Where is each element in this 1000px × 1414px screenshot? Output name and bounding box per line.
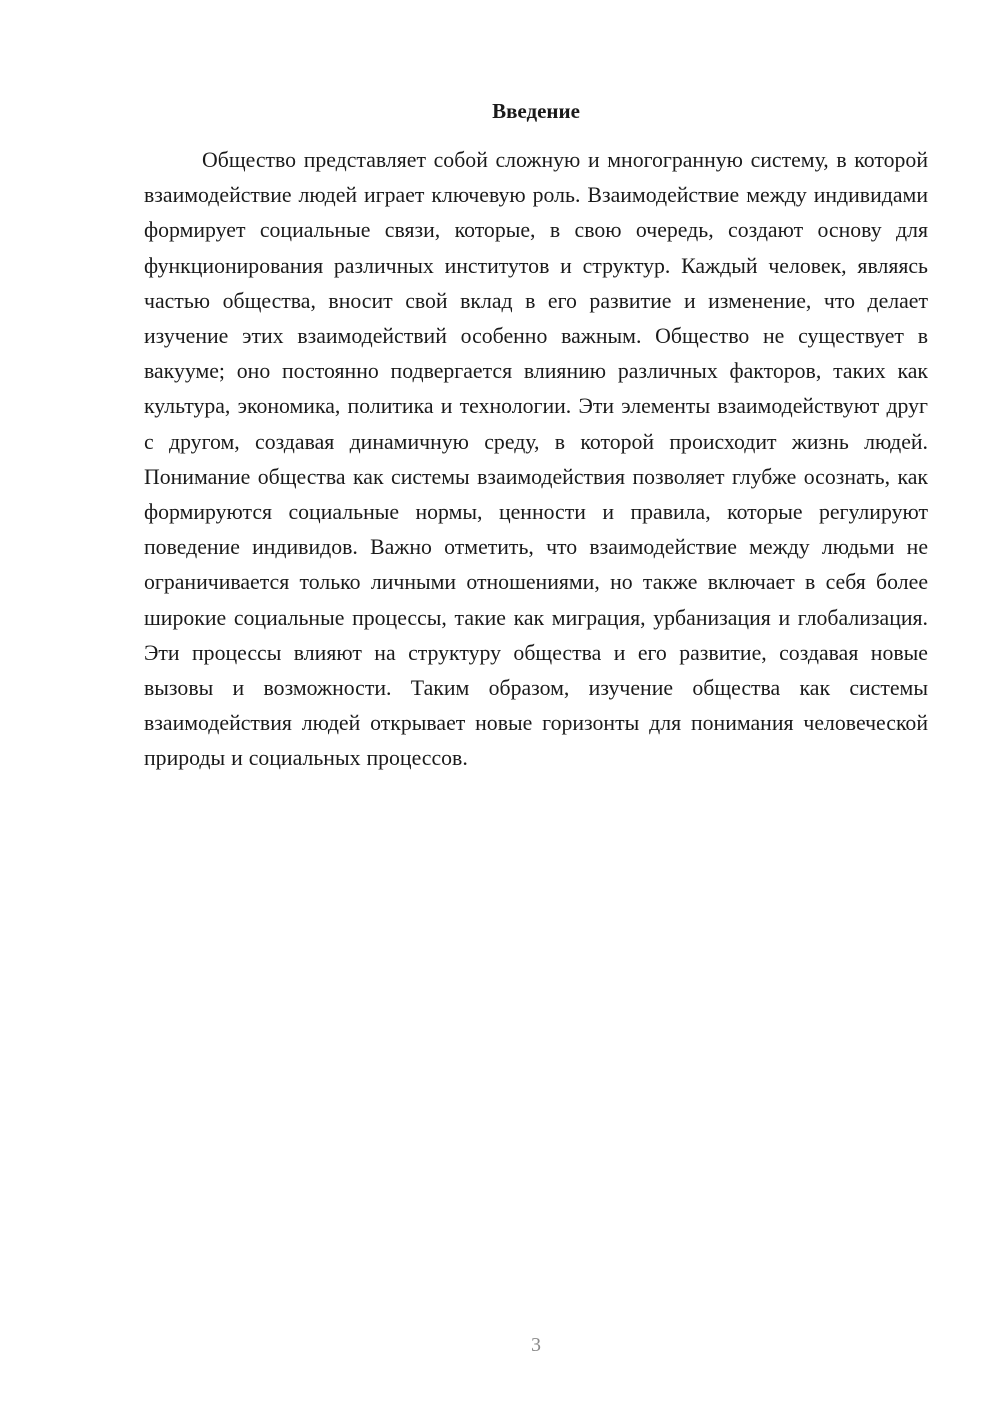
page-number: 3 — [531, 1334, 541, 1356]
body-paragraph: Общество представляет собой сложную и многогранную систему, в которой взаимодействие людей играет ключевую роль. Взаимодействие между индивидами формирует социальные связи, которые, в свою очередь, создают основу для функционирования различных институтов и структур. Каждый человек, являясь частью общества, вносит свой вклад в его развитие и изменение, что делает изучение этих взаимодействий особенно важным. Общество не существует в вакууме; оно постоянно подвергается влиянию различных факторов, таких как культура, экономика, политика и технологии. Эти элементы взаимодействуют друг с другом, создавая динамичную среду, в которой происходит жизнь людей. Понимание общества как системы взаимодействия позволяет глубже осознать, как формируются социальные нормы, ценности и правила, которые регулируют поведение индивидов. Важно отметить, что взаимодействие между людьми не ограничивается только личными отношениями, но также включает в себя более широкие социальные процессы, такие как миграция, урбанизация и глобализация. Эти процессы влияют на структуру общества и его развитие, создавая новые вызовы и возможности. Таким образом, изучение общества как системы взаимодействия людей открывает новые горизонты для понимания человеческой природы и социальных процессов. — [144, 148, 928, 771]
section-heading: Введение — [492, 99, 580, 123]
